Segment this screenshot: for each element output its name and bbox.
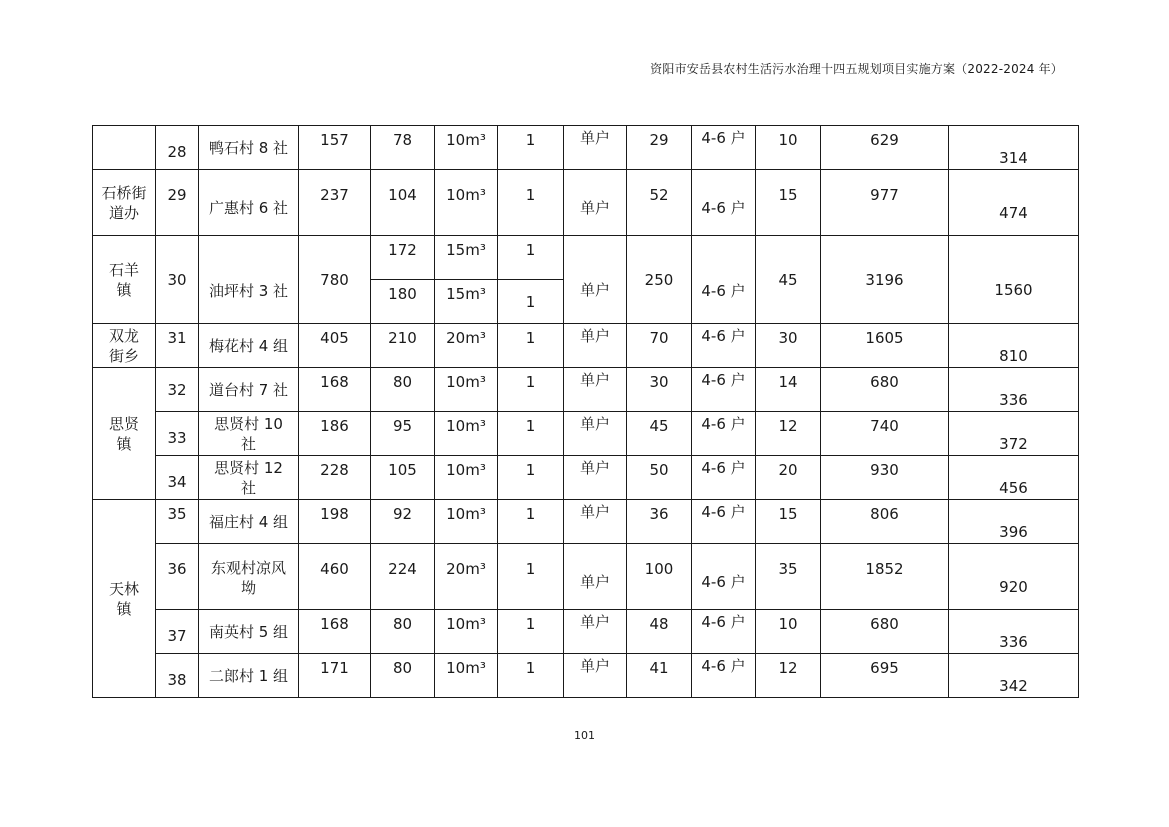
type-cell: 单户 (564, 500, 627, 544)
table-row (93, 368, 1079, 412)
town-cell (93, 126, 156, 170)
households-cell: 95 (371, 412, 435, 456)
table-row (93, 610, 1079, 654)
row-number-cell: 35 (156, 500, 199, 544)
value-cell: 15 (756, 170, 821, 236)
value-cell: 372 (949, 412, 1079, 456)
village-cell: 道台村 7 社 (199, 368, 299, 412)
value-cell: 740 (821, 412, 949, 456)
row-number-cell: 31 (156, 324, 199, 368)
type-cell: 单户 (564, 456, 627, 500)
page-number: 101 (574, 729, 595, 742)
range-cell: 4-6 户 (692, 126, 756, 170)
value-cell: 29 (627, 126, 692, 170)
value-cell: 52 (627, 170, 692, 236)
value-cell: 680 (821, 368, 949, 412)
value-cell: 930 (821, 456, 949, 500)
table-row (93, 324, 1079, 368)
count-cell: 1 (498, 412, 564, 456)
capacity-cell: 20m³ (435, 324, 498, 368)
count-cell: 1 (498, 324, 564, 368)
value-cell: 35 (756, 544, 821, 610)
value-cell: 12 (756, 654, 821, 698)
table-row (93, 544, 1079, 610)
value-cell: 456 (949, 456, 1079, 500)
row-number-cell: 38 (156, 654, 199, 698)
range-cell: 4-6 户 (692, 610, 756, 654)
range-cell: 4-6 户 (692, 500, 756, 544)
table-row (93, 236, 1079, 280)
row-number-cell: 34 (156, 456, 199, 500)
capacity-cell: 10m³ (435, 412, 498, 456)
households-cell: 80 (371, 368, 435, 412)
sewage-project-table (92, 125, 1079, 698)
capacity-cell: 10m³ (435, 126, 498, 170)
village-cell: 南英村 5 组 (199, 610, 299, 654)
row-number-cell: 28 (156, 126, 199, 170)
value-cell: 680 (821, 610, 949, 654)
households-cell: 180 (371, 280, 435, 324)
capacity-cell: 10m³ (435, 170, 498, 236)
row-number-cell: 29 (156, 170, 199, 236)
value-cell: 474 (949, 170, 1079, 236)
count-cell: 1 (498, 368, 564, 412)
count-cell: 1 (498, 236, 564, 280)
capacity-cell: 10m³ (435, 456, 498, 500)
population-cell: 780 (299, 236, 371, 324)
value-cell: 806 (821, 500, 949, 544)
town-cell: 石桥街道办 (93, 170, 156, 236)
capacity-cell: 15m³ (435, 280, 498, 324)
value-cell: 14 (756, 368, 821, 412)
town-cell: 思贤镇 (93, 368, 156, 500)
value-cell: 50 (627, 456, 692, 500)
village-cell: 广惠村 6 社 (199, 170, 299, 236)
range-cell: 4-6 户 (692, 412, 756, 456)
count-cell: 1 (498, 654, 564, 698)
population-cell: 186 (299, 412, 371, 456)
range-cell: 4-6 户 (692, 324, 756, 368)
population-cell: 405 (299, 324, 371, 368)
village-cell: 东观村凉风坳 (199, 544, 299, 610)
count-cell: 1 (498, 500, 564, 544)
households-cell: 224 (371, 544, 435, 610)
row-number-cell: 37 (156, 610, 199, 654)
value-cell: 48 (627, 610, 692, 654)
population-cell: 198 (299, 500, 371, 544)
count-cell: 1 (498, 456, 564, 500)
value-cell: 12 (756, 412, 821, 456)
range-cell: 4-6 户 (692, 544, 756, 610)
population-cell: 157 (299, 126, 371, 170)
town-cell: 石羊镇 (93, 236, 156, 324)
population-cell: 228 (299, 456, 371, 500)
population-cell: 168 (299, 610, 371, 654)
value-cell: 1852 (821, 544, 949, 610)
table-row (93, 412, 1079, 456)
count-cell: 1 (498, 544, 564, 610)
value-cell: 1605 (821, 324, 949, 368)
households-cell: 104 (371, 170, 435, 236)
value-cell: 10 (756, 126, 821, 170)
capacity-cell: 10m³ (435, 500, 498, 544)
value-cell: 45 (627, 412, 692, 456)
type-cell: 单户 (564, 544, 627, 610)
type-cell: 单户 (564, 610, 627, 654)
value-cell: 70 (627, 324, 692, 368)
capacity-cell: 10m³ (435, 368, 498, 412)
value-cell: 15 (756, 500, 821, 544)
households-cell: 80 (371, 654, 435, 698)
type-cell: 单户 (564, 324, 627, 368)
range-cell: 4-6 户 (692, 654, 756, 698)
value-cell: 920 (949, 544, 1079, 610)
value-cell: 342 (949, 654, 1079, 698)
households-cell: 172 (371, 236, 435, 280)
type-cell: 单户 (564, 412, 627, 456)
capacity-cell: 10m³ (435, 654, 498, 698)
population-cell: 237 (299, 170, 371, 236)
count-cell: 1 (498, 280, 564, 324)
document-header: 资阳市安岳县农村生活污水治理十四五规划项目实施方案（2022-2024 年） (650, 62, 1063, 76)
value-cell: 336 (949, 610, 1079, 654)
town-cell: 天林镇 (93, 500, 156, 698)
range-cell: 4-6 户 (692, 170, 756, 236)
count-cell: 1 (498, 610, 564, 654)
population-cell: 460 (299, 544, 371, 610)
row-number-cell: 36 (156, 544, 199, 610)
village-cell: 鸭石村 8 社 (199, 126, 299, 170)
value-cell: 1560 (949, 236, 1079, 324)
village-cell: 二郎村 1 组 (199, 654, 299, 698)
value-cell: 3196 (821, 236, 949, 324)
households-cell: 105 (371, 456, 435, 500)
capacity-cell: 15m³ (435, 236, 498, 280)
row-number-cell: 32 (156, 368, 199, 412)
table-row (93, 500, 1079, 544)
population-cell: 171 (299, 654, 371, 698)
value-cell: 977 (821, 170, 949, 236)
value-cell: 100 (627, 544, 692, 610)
village-cell: 油坪村 3 社 (199, 236, 299, 324)
row-number-cell: 30 (156, 236, 199, 324)
type-cell: 单户 (564, 654, 627, 698)
value-cell: 36 (627, 500, 692, 544)
population-cell: 168 (299, 368, 371, 412)
type-cell: 单户 (564, 170, 627, 236)
value-cell: 30 (756, 324, 821, 368)
capacity-cell: 20m³ (435, 544, 498, 610)
row-number-cell: 33 (156, 412, 199, 456)
value-cell: 250 (627, 236, 692, 324)
count-cell: 1 (498, 126, 564, 170)
value-cell: 20 (756, 456, 821, 500)
households-cell: 80 (371, 610, 435, 654)
village-cell: 福庄村 4 组 (199, 500, 299, 544)
table-row (93, 170, 1079, 236)
value-cell: 10 (756, 610, 821, 654)
value-cell: 695 (821, 654, 949, 698)
value-cell: 336 (949, 368, 1079, 412)
type-cell: 单户 (564, 368, 627, 412)
town-cell: 双龙街乡 (93, 324, 156, 368)
value-cell: 810 (949, 324, 1079, 368)
households-cell: 78 (371, 126, 435, 170)
village-cell: 思贤村 12 社 (199, 456, 299, 500)
village-cell: 思贤村 10 社 (199, 412, 299, 456)
table-row (93, 126, 1079, 170)
households-cell: 210 (371, 324, 435, 368)
type-cell: 单户 (564, 126, 627, 170)
type-cell: 单户 (564, 236, 627, 324)
range-cell: 4-6 户 (692, 368, 756, 412)
table-row (93, 654, 1079, 698)
value-cell: 314 (949, 126, 1079, 170)
table-row (93, 456, 1079, 500)
value-cell: 45 (756, 236, 821, 324)
range-cell: 4-6 户 (692, 236, 756, 324)
value-cell: 41 (627, 654, 692, 698)
value-cell: 629 (821, 126, 949, 170)
value-cell: 396 (949, 500, 1079, 544)
households-cell: 92 (371, 500, 435, 544)
village-cell: 梅花村 4 组 (199, 324, 299, 368)
count-cell: 1 (498, 170, 564, 236)
capacity-cell: 10m³ (435, 610, 498, 654)
value-cell: 30 (627, 368, 692, 412)
range-cell: 4-6 户 (692, 456, 756, 500)
